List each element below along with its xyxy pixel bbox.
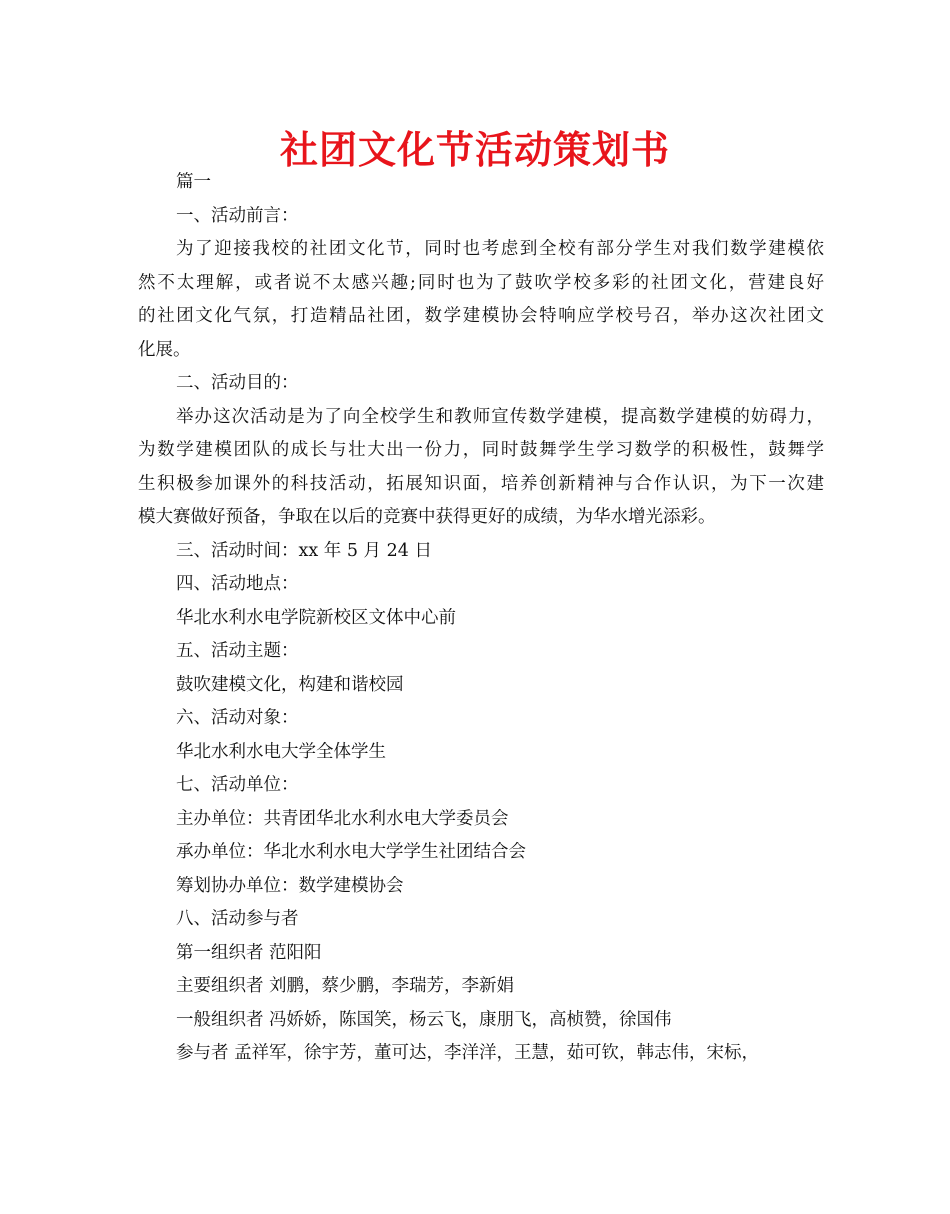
body-line: 一般组织者 冯娇娇，陈国笑，杨云飞，康朋飞，高桢赞，徐国伟 bbox=[176, 1009, 672, 1030]
body-line: 模大赛做好预备，争取在以后的竞赛中获得更好的成绩，为华水增光添彩。 bbox=[138, 507, 716, 527]
body-line: 第一组织者 范阳阳 bbox=[176, 942, 322, 963]
body-line: 篇一 bbox=[176, 172, 211, 192]
body-line: 为数学建模团队的成长与壮大出一份力，同时鼓舞学生学习数学的积极性，鼓舞学 bbox=[138, 440, 824, 460]
body-line: 承办单位：华北水利水电大学学生社团结合会 bbox=[176, 842, 526, 862]
body-line: 举办这次活动是为了向全校学生和教师宣传数学建模，提高数学建模的妨碍力， bbox=[176, 406, 824, 427]
body-line: 化展。 bbox=[138, 339, 191, 360]
body-line: 六、活动对象： bbox=[176, 708, 299, 728]
body-line: 鼓吹建模文化，构建和谐校园 bbox=[176, 674, 404, 695]
body-line: 三、活动时间：xx 年 5 月 24 日 bbox=[176, 540, 432, 561]
body-line: 五、活动主题： bbox=[176, 641, 299, 661]
body-line: 然不太理解，或者说不太感兴趣;同时也为了鼓吹学校多彩的社团文化，营建良好 bbox=[138, 272, 824, 293]
body-line: 四、活动地点： bbox=[176, 574, 299, 594]
body-line: 筹划协办单位：数学建模协会 bbox=[176, 875, 404, 896]
document-title: 社团文化节活动策划书 bbox=[279, 128, 670, 172]
body-line: 八、活动参与者 bbox=[176, 909, 299, 929]
body-line: 的社团文化气氛，打造精品社团，数学建模协会特响应学校号召，举办这次社团文 bbox=[138, 306, 824, 326]
body-line: 二、活动目的： bbox=[176, 373, 299, 393]
body-line: 七、活动单位： bbox=[176, 775, 299, 795]
body-line: 一、活动前言： bbox=[176, 205, 299, 226]
document-body bbox=[138, 166, 824, 1071]
body-line: 华北水利水电学院新校区文体中心前 bbox=[176, 607, 456, 628]
body-line: 主要组织者 刘鹏，蔡少鹏，李瑞芳，李新娟 bbox=[176, 976, 515, 996]
body-line: 生积极参加课外的科技活动，拓展知识面，培养创新精神与合作认识，为下一次建 bbox=[138, 473, 824, 494]
body-line: 为了迎接我校的社团文化节，同时也考虑到全校有部分学生对我们数学建模依 bbox=[176, 239, 824, 259]
body-line: 主办单位：共青团华北水利水电大学委员会 bbox=[176, 808, 509, 829]
body-line: 参与者 孟祥军，徐宇芳，董可达，李洋洋，王慧，茹可钦，韩志伟，宋标， bbox=[176, 1043, 760, 1063]
body-line: 华北水利水电大学全体学生 bbox=[176, 741, 386, 762]
